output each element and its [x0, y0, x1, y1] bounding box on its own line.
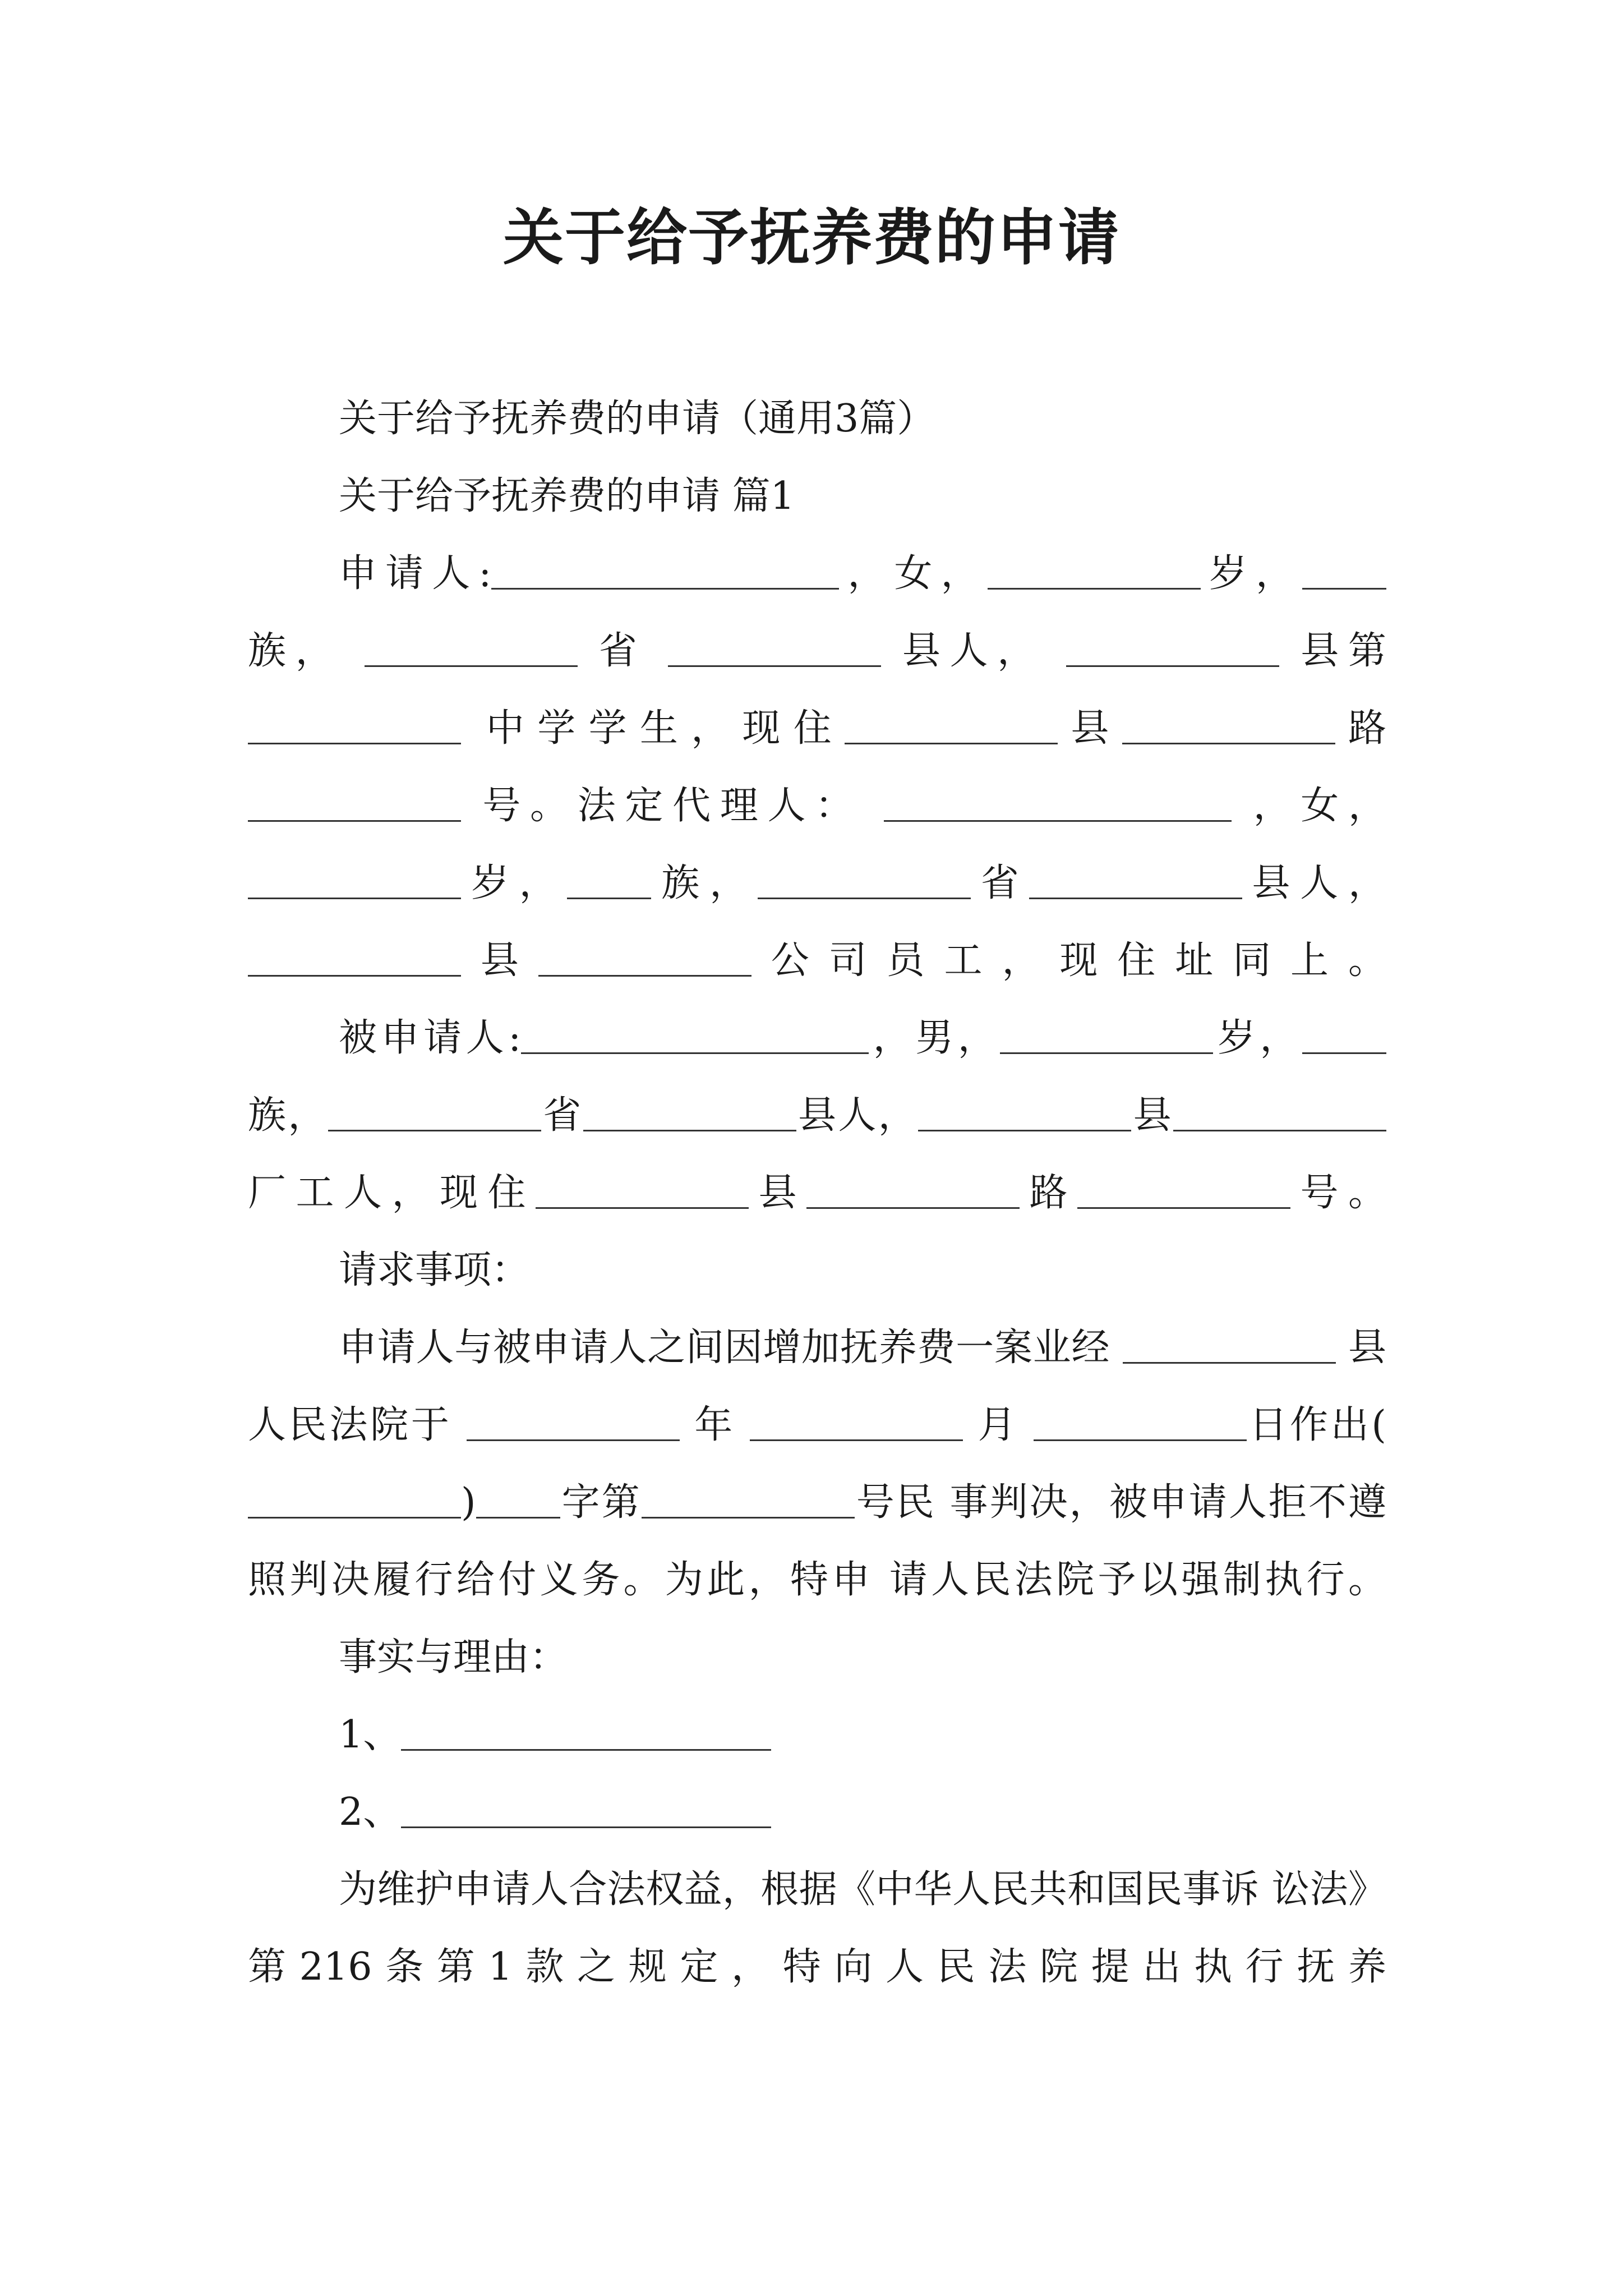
text-fragment: 岁，	[1213, 1016, 1302, 1060]
text-fragment: 年	[694, 1403, 735, 1447]
blank-field	[521, 1019, 869, 1054]
blank-field	[758, 864, 971, 899]
text-fragment: 中学学生，现住	[486, 706, 845, 751]
blank-field	[476, 1483, 560, 1519]
blank-field	[1122, 709, 1335, 744]
blank-field	[536, 1174, 749, 1209]
text-fragment: 号。法定代理人：	[482, 784, 863, 828]
text-fragment: 县	[1131, 1093, 1173, 1138]
text-fragment: 号。	[1290, 1171, 1386, 1215]
blank-field	[401, 1793, 771, 1828]
text-fragment: 县	[461, 938, 538, 983]
text-fragment: )	[461, 1480, 476, 1525]
blank-field	[1123, 1328, 1336, 1364]
blank-field	[988, 554, 1201, 590]
list-number: 2、	[339, 1790, 402, 1834]
blank-field	[1173, 1096, 1386, 1131]
text-fragment: 申请人与被申请人之间因增加抚养费一案业经	[339, 1326, 1110, 1370]
blank-field	[845, 709, 1058, 744]
text-fragment: 岁，	[1200, 551, 1302, 596]
facts-heading: 事实与理由：	[339, 1635, 568, 1680]
facts-item-2	[248, 1774, 1386, 1851]
text-fragment: 县人民法院于	[248, 1326, 1386, 1447]
blank-field	[467, 1406, 680, 1441]
closing-paragraph	[248, 1851, 1386, 2006]
text-fragment: 公司员工，现住址同上。	[751, 938, 1386, 983]
text-fragment: 省	[598, 629, 647, 673]
text-fragment: 县第	[1301, 629, 1386, 673]
document-title: 关于给予抚养费的申请	[502, 203, 1120, 273]
blank-field	[884, 786, 1232, 822]
text-fragment: 岁，	[461, 861, 568, 905]
text-fragment: 县	[1058, 706, 1122, 751]
text-fragment: 字第	[560, 1480, 642, 1525]
blank-field	[248, 786, 461, 822]
text-fragment: 为维护申请人合法权益，根据《中华人民共和国民事诉	[339, 1867, 1260, 1912]
text-fragment: 省	[541, 1093, 583, 1138]
applicant-label: 申请人:	[339, 551, 492, 596]
blank-field	[401, 1715, 771, 1751]
blank-field	[1034, 1406, 1247, 1441]
text-fragment: 月	[978, 1403, 1019, 1447]
request-paragraph	[248, 1309, 1386, 1619]
document-body	[248, 380, 1386, 2006]
text-fragment: 县	[748, 1171, 806, 1215]
blank-field	[1000, 1019, 1213, 1054]
text-fragment: 号民	[854, 1480, 936, 1525]
blank-field	[538, 941, 751, 977]
blank-field	[1302, 554, 1386, 590]
text-fragment: 族，	[248, 629, 343, 673]
text-fragment: 日作出(	[1246, 1403, 1386, 1447]
text-fragment: 路	[1335, 706, 1386, 751]
blank-field	[491, 554, 839, 590]
blank-field	[248, 941, 461, 977]
blank-field	[1302, 1019, 1386, 1054]
blank-field	[328, 1096, 541, 1131]
text-fragment: 县人，	[796, 1093, 919, 1138]
blank-field	[668, 632, 881, 667]
text-fragment: ，男，	[869, 1016, 1000, 1060]
text-fragment: 县人，	[1242, 861, 1386, 905]
blank-field	[567, 864, 651, 899]
text-fragment: 讼法》第216条第1款之规定，特向人民法院提出执行抚养	[248, 1867, 1386, 1989]
list-number: 1、	[339, 1713, 402, 1757]
text-fragment: 县人，	[902, 629, 1045, 673]
text-fragment: 路	[1019, 1171, 1077, 1215]
text-fragment: 事判决，被申请人拒不遵照判决履行给付义务。为此，特申	[248, 1480, 1386, 1602]
blank-field	[642, 1483, 855, 1519]
blank-field	[365, 632, 578, 667]
subtitle: 关于给予抚养费的申请（通用3篇）	[339, 397, 935, 441]
blank-field	[750, 1406, 963, 1441]
blank-field	[918, 1096, 1131, 1131]
respondent-label: 被申请人:	[339, 1016, 522, 1060]
text-fragment: 省	[970, 861, 1029, 905]
text-fragment: 厂工人，现住	[248, 1171, 536, 1215]
text-fragment: ，女，	[839, 551, 988, 596]
blank-field	[806, 1174, 1020, 1209]
blank-field	[583, 1096, 796, 1131]
text-fragment: 请人民法院予以强制执行。	[889, 1558, 1386, 1602]
blank-field	[1077, 1174, 1290, 1209]
text-fragment: 族，	[651, 861, 758, 905]
blank-field	[1029, 864, 1242, 899]
section-heading: 关于给予抚养费的申请 篇1	[339, 474, 795, 518]
respondent-paragraph	[248, 1000, 1386, 1232]
applicant-paragraph	[248, 535, 1386, 1000]
blank-field	[248, 864, 461, 899]
blank-field	[1066, 632, 1279, 667]
request-heading: 请求事项：	[339, 1248, 530, 1292]
text-fragment: ，女，	[1253, 784, 1386, 828]
blank-field	[248, 1483, 461, 1519]
blank-field	[248, 709, 461, 744]
facts-item-1	[248, 1696, 1386, 1774]
text-fragment: 族，	[248, 1093, 328, 1138]
